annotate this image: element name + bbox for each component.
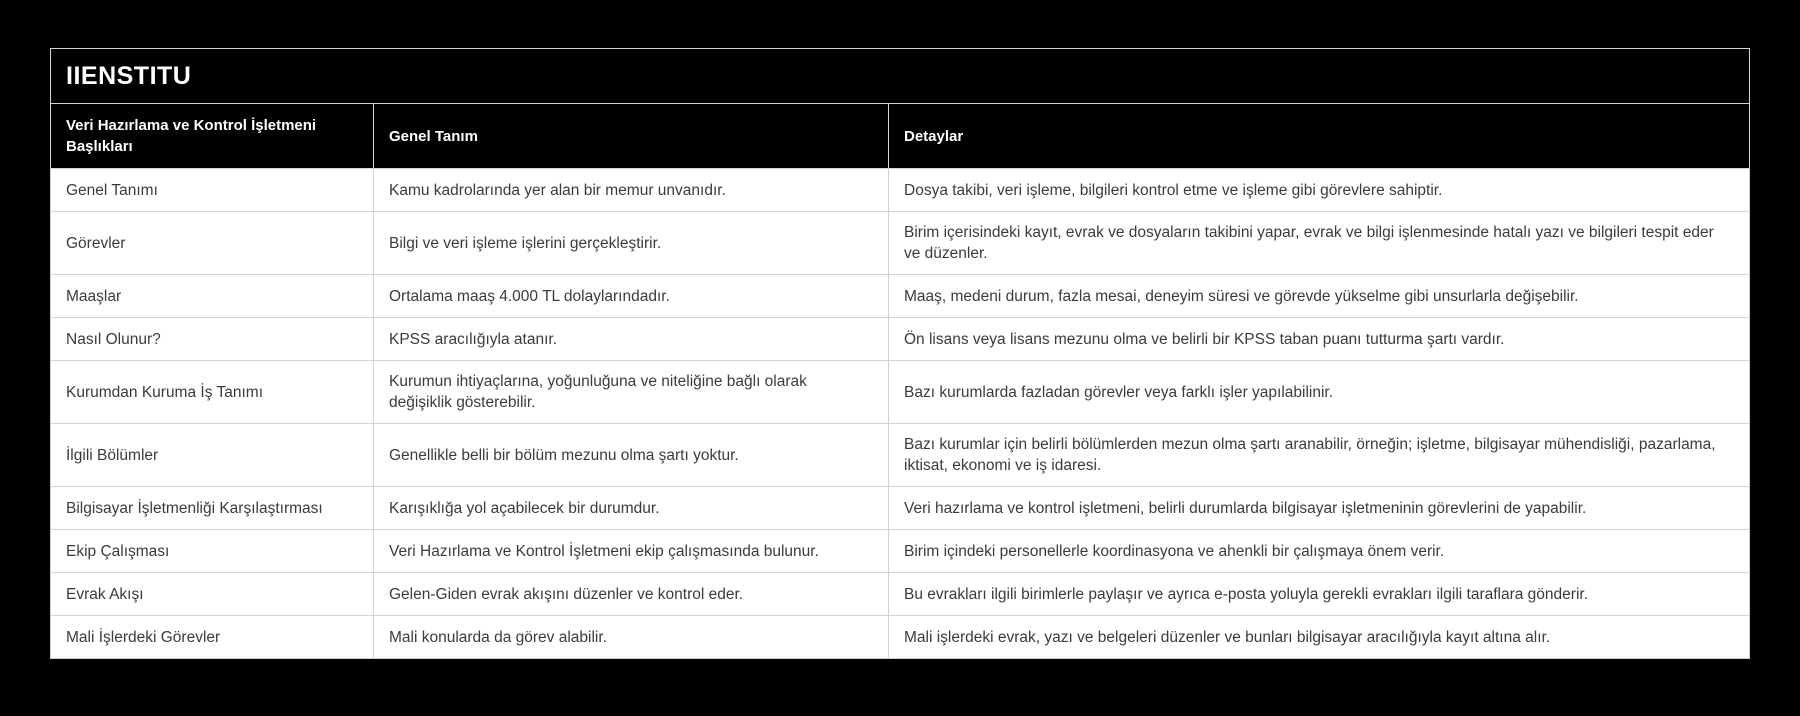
row-definition-cell: Kurumun ihtiyaçlarına, yoğunluğuna ve niteliğine bağlı olarak değişiklik gösterebilir. xyxy=(374,361,889,424)
row-topic-cell: Mali İşlerdeki Görevler xyxy=(51,616,374,659)
row-topic-cell: İlgili Bölümler xyxy=(51,424,374,487)
row-topic-cell: Evrak Akışı xyxy=(51,573,374,616)
row-details-cell: Veri hazırlama ve kontrol işletmeni, belirli durumlarda bilgisayar işletmeninin görevlerini de yapabilir. xyxy=(889,487,1750,530)
row-definition-cell: Mali konularda da görev alabilir. xyxy=(374,616,889,659)
column-header-general-definition: Genel Tanım xyxy=(374,104,889,169)
row-definition-cell: Genellikle belli bir bölüm mezunu olma şartı yoktur. xyxy=(374,424,889,487)
row-details-cell: Bazı kurumlar için belirli bölümlerden mezun olma şartı aranabilir, örneğin; işletme, bilgisayar mühendisliği, pazarlama, iktisat, ekonomi ve iş idaresi. xyxy=(889,424,1750,487)
table-row xyxy=(51,212,1750,275)
table-row xyxy=(51,361,1750,424)
row-definition-cell: Karışıklığa yol açabilecek bir durumdur. xyxy=(374,487,889,530)
table-row xyxy=(51,487,1750,530)
row-definition-cell: Kamu kadrolarında yer alan bir memur unvanıdır. xyxy=(374,169,889,212)
row-details-cell: Dosya takibi, veri işleme, bilgileri kontrol etme ve işleme gibi görevlere sahiptir. xyxy=(889,169,1750,212)
row-topic-cell: Nasıl Olunur? xyxy=(51,318,374,361)
table-row xyxy=(51,424,1750,487)
column-header-topics: Veri Hazırlama ve Kontrol İşletmeni Başlıkları xyxy=(51,104,374,169)
row-definition-cell: Ortalama maaş 4.000 TL dolaylarındadır. xyxy=(374,275,889,318)
brand-row xyxy=(51,49,1750,104)
row-topic-cell: Kurumdan Kuruma İş Tanımı xyxy=(51,361,374,424)
row-topic-cell: Maaşlar xyxy=(51,275,374,318)
table-row xyxy=(51,530,1750,573)
brand-title: IIENSTITU xyxy=(51,49,1750,104)
row-topic-cell: Görevler xyxy=(51,212,374,275)
row-details-cell: Birim içindeki personellerle koordinasyona ve ahenkli bir çalışmaya önem verir. xyxy=(889,530,1750,573)
row-definition-cell: Veri Hazırlama ve Kontrol İşletmeni ekip çalışmasında bulunur. xyxy=(374,530,889,573)
row-details-cell: Bu evrakları ilgili birimlerle paylaşır ve ayrıca e-posta yoluyla gerekli evrakları ilgili taraflara gönderir. xyxy=(889,573,1750,616)
row-definition-cell: KPSS aracılığıyla atanır. xyxy=(374,318,889,361)
row-definition-cell: Bilgi ve veri işleme işlerini gerçekleştirir. xyxy=(374,212,889,275)
table-row xyxy=(51,616,1750,659)
table-row xyxy=(51,275,1750,318)
column-header-details: Detaylar xyxy=(889,104,1750,169)
row-details-cell: Ön lisans veya lisans mezunu olma ve belirli bir KPSS taban puanı tutturma şartı vardır. xyxy=(889,318,1750,361)
content-table-panel xyxy=(50,48,1749,659)
row-topic-cell: Bilgisayar İşletmenliği Karşılaştırması xyxy=(51,487,374,530)
info-table xyxy=(50,48,1750,659)
row-topic-cell: Ekip Çalışması xyxy=(51,530,374,573)
row-details-cell: Maaş, medeni durum, fazla mesai, deneyim süresi ve görevde yükselme gibi unsurlarla değişebilir. xyxy=(889,275,1750,318)
table-header-row xyxy=(51,104,1750,169)
row-definition-cell: Gelen-Giden evrak akışını düzenler ve kontrol eder. xyxy=(374,573,889,616)
row-details-cell: Birim içerisindeki kayıt, evrak ve dosyaların takibini yapar, evrak ve bilgi işlenmesinde hatalı yazı ve bilgileri tespit eder ve düzenler. xyxy=(889,212,1750,275)
row-details-cell: Bazı kurumlarda fazladan görevler veya farklı işler yapılabilinir. xyxy=(889,361,1750,424)
table-row xyxy=(51,169,1750,212)
table-row xyxy=(51,318,1750,361)
table-body xyxy=(51,169,1750,659)
table-row xyxy=(51,573,1750,616)
row-topic-cell: Genel Tanımı xyxy=(51,169,374,212)
row-details-cell: Mali işlerdeki evrak, yazı ve belgeleri düzenler ve bunları bilgisayar aracılığıyla kayıt altına alır. xyxy=(889,616,1750,659)
